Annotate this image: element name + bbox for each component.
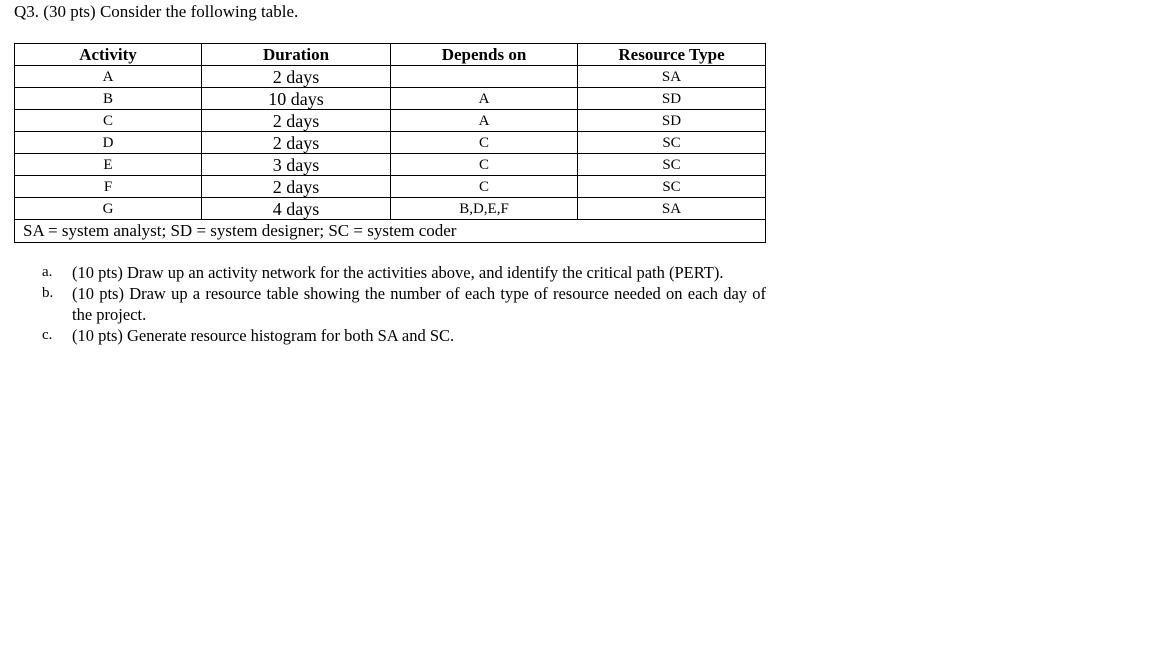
question-parts xyxy=(40,262,766,346)
part-marker: a. xyxy=(42,264,53,280)
table-row xyxy=(15,110,766,132)
activity-cell: G xyxy=(15,198,202,220)
activity-cell: E xyxy=(15,154,202,176)
depends-on-cell: B,D,E,F xyxy=(391,198,578,220)
resource-type-cell: SC xyxy=(578,176,766,198)
table-row xyxy=(15,66,766,88)
table-row xyxy=(15,176,766,198)
activity-cell: C xyxy=(15,110,202,132)
part-c xyxy=(40,325,766,346)
depends-on-cell: A xyxy=(391,88,578,110)
duration-cell: 3 days xyxy=(202,154,391,176)
activity-cell: D xyxy=(15,132,202,154)
depends-on-cell: A xyxy=(391,110,578,132)
table-row xyxy=(15,132,766,154)
part-text: (10 pts) Draw up an activity network for the activities above, and identify the critical path (PERT). xyxy=(72,263,724,282)
resource-type-cell: SD xyxy=(578,110,766,132)
resource-type-cell: SD xyxy=(578,88,766,110)
question-title: Q3. (30 pts) Consider the following table. xyxy=(14,2,299,21)
part-b xyxy=(40,283,766,325)
part-marker: c. xyxy=(42,327,53,343)
part-a xyxy=(40,262,766,283)
resource-type-cell: SC xyxy=(578,132,766,154)
depends-on-cell: C xyxy=(391,132,578,154)
resource-type-cell: SC xyxy=(578,154,766,176)
duration-cell: 4 days xyxy=(202,198,391,220)
part-text: (10 pts) Generate resource histogram for both SA and SC. xyxy=(72,326,455,345)
header-duration: Duration xyxy=(202,44,391,66)
part-marker: b. xyxy=(42,285,54,301)
depends-on-cell: C xyxy=(391,154,578,176)
resource-legend: SA = system analyst; SD = system designer; SC = system coder xyxy=(15,220,766,243)
activity-table xyxy=(14,43,766,243)
depends-on-cell: C xyxy=(391,176,578,198)
resource-type-cell: SA xyxy=(578,198,766,220)
duration-cell: 10 days xyxy=(202,88,391,110)
table-legend-row xyxy=(15,220,766,243)
depends-on-cell xyxy=(391,66,578,88)
part-text: (10 pts) Draw up a resource table showing the number of each type of resource needed on each day of the project. xyxy=(72,284,766,324)
duration-cell: 2 days xyxy=(202,132,391,154)
duration-cell: 2 days xyxy=(202,176,391,198)
resource-type-cell: SA xyxy=(578,66,766,88)
duration-cell: 2 days xyxy=(202,110,391,132)
header-depends-on: Depends on xyxy=(391,44,578,66)
table-row xyxy=(15,154,766,176)
duration-cell: 2 days xyxy=(202,66,391,88)
activity-cell: A xyxy=(15,66,202,88)
activity-cell: F xyxy=(15,176,202,198)
table-header-row xyxy=(15,44,766,66)
table-row xyxy=(15,88,766,110)
table-row xyxy=(15,198,766,220)
activity-cell: B xyxy=(15,88,202,110)
header-activity: Activity xyxy=(15,44,202,66)
header-resource-type: Resource Type xyxy=(578,44,766,66)
